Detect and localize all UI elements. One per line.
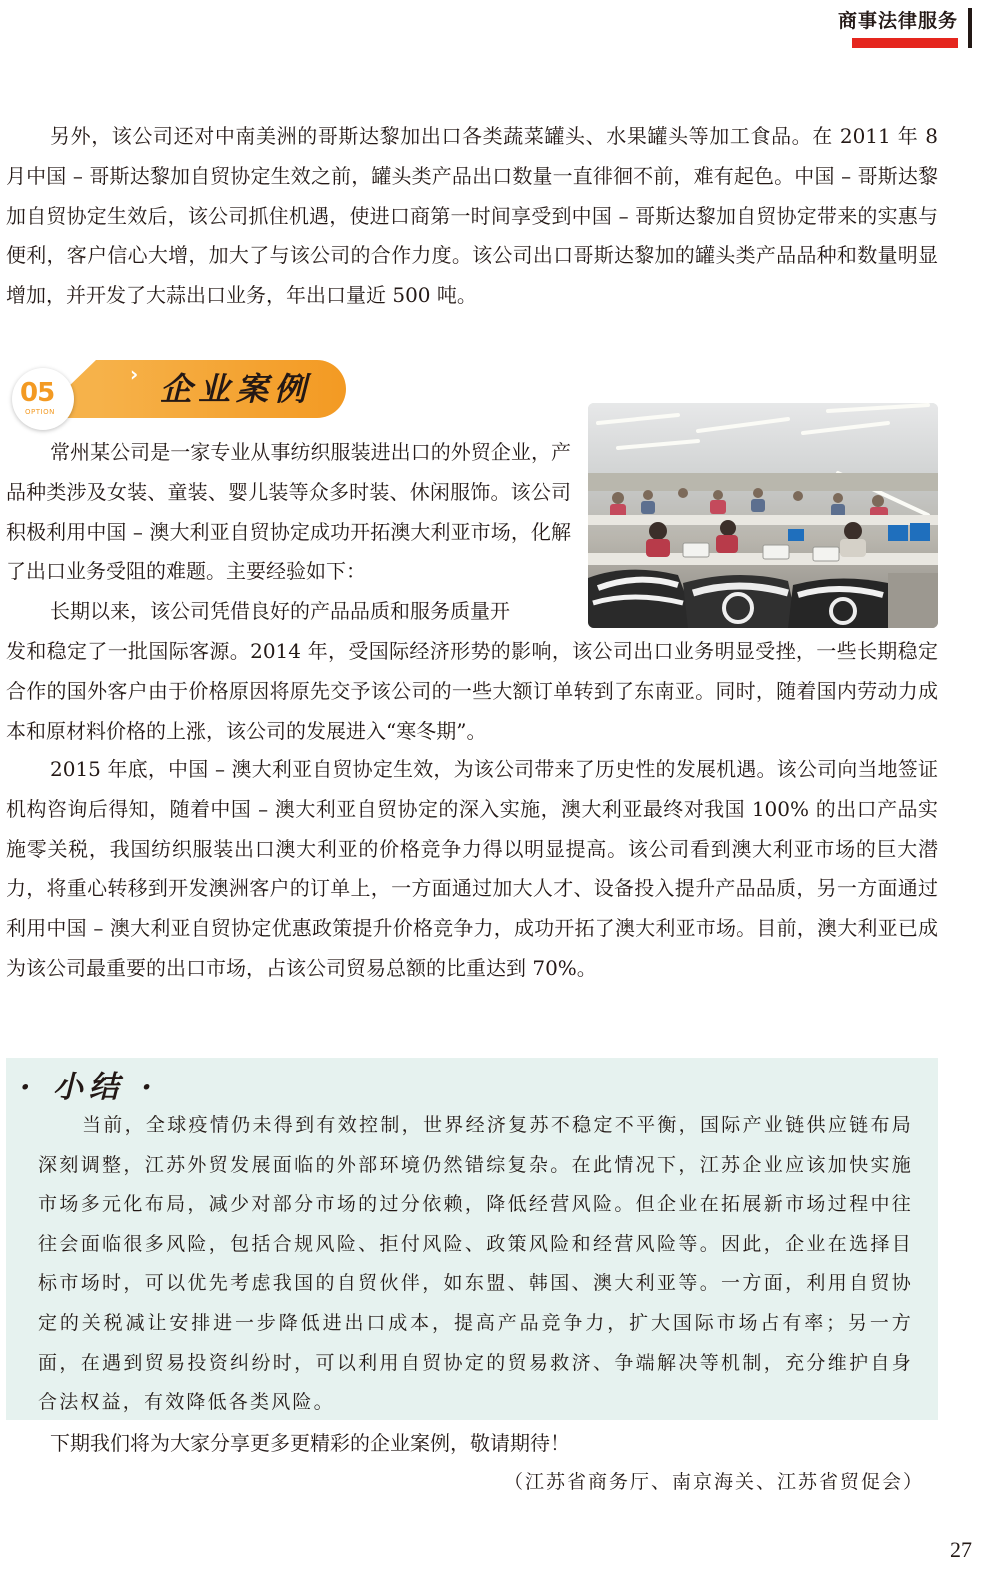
header-accent-bar [852, 38, 958, 48]
factory-photo [588, 403, 938, 628]
summary-box [6, 1058, 938, 1420]
case-paragraph-3: 2015 年底，中国 – 澳大利亚自贸协定生效，为该公司带来了历史性的发展机遇。该公司向当地签证机构咨询后得知，随着中国 – 澳大利亚自贸协定的深入实施，澳大利亚最终对我国 100% 的出口产品实施零关税，我国纺织服装出口澳大利亚的价格竞争力得以明显提高。该公司看到澳大利亚市场的巨大潜力，将重心转移到开发澳洲客户的订单上，一方面通过加大人才、设备投入提升产品品质，另一方面通过利用中国 – 澳大利亚自贸协定优惠政策提升价格竞争力，成功开拓了澳大利亚市场。目前，澳大利亚已成为该公司最重要的出口市场，占该公司贸易总额的比重达到 70%。 [6, 757, 938, 980]
case-paragraph-2: 发和稳定了一批国际客源。2014 年，受国际经济形势的影响，该公司出口业务明显受挫，一些长期稳定合作的国外客户由于价格原因将原先交予该公司的一些大额订单转到了东南亚。同时，随着国内劳动力成本和原材料价格的上涨，该公司的发展进入“寒冬期”。 [6, 639, 938, 743]
closing-note: 下期我们将为大家分享更多更精彩的企业案例，敬请期待！ [50, 1431, 570, 1455]
summary-text [38, 1106, 913, 1423]
case-title: 企业案例 [160, 370, 313, 408]
source-attribution: （江苏省商务厅、南京海关、江苏省贸促会） [503, 1471, 924, 1493]
case-paragraph-2-start: 长期以来，该公司凭借良好的产品品质和服务质量开 [50, 599, 510, 623]
section-title: 商事法律服务 [837, 10, 958, 32]
page-header [838, 8, 972, 48]
intro-paragraph: 另外，该公司还对中南美洲的哥斯达黎加出口各类蔬菜罐头、水果罐头等加工食品。在 2011 年 8 月中国 – 哥斯达黎加自贸协定生效之前，罐头类产品出口数量一直徘徊不前，难有起色。中国 – 哥斯达黎加自贸协定生效后，该公司抓住机遇，使进口商第一时间享受到中国 – 哥斯达黎加自贸协定带来的实惠与便利，客户信心大增，加大了与该公司的合作力度。该公司出口哥斯达黎加的罐头类产品品种和数量明显增加，并开发了大蒜出口业务，年出口量近 500 吨。 [6, 124, 938, 308]
summary-title: · 小结 · [20, 1070, 158, 1105]
summary-body: 当前，全球疫情仍未得到有效控制，世界经济复苏不稳定不平衡，国际产业链供应链布局深刻调整，江苏外贸发展面临的外部环境仍然错综复杂。在此情况下，江苏企业应该加快实施市场多元化布局，减少对部分市场的过分依赖，降低经营风险。但企业在拓展新市场过程中往往会面临很多风险，包括合规风险、拒付风险、政策风险和经营风险等。因此，企业在选择目标市场时，可以优先考虑我国的自贸伙伴，如东盟、韩国、澳大利亚等。一方面，利用自贸协定的关税减让安排进一步降低进出口成本，提高产品竞争力，扩大国际市场占有率；另一方面，在遇到贸易投资纠纷时，可以利用自贸协定的贸易救济、争端解决等机制，充分维护自身合法权益，有效降低各类风险。 [38, 1114, 913, 1414]
case-banner [10, 358, 340, 428]
page-number: 27 [950, 1537, 972, 1562]
header-divider [968, 8, 972, 48]
case-option-label: OPTION [25, 408, 55, 416]
chevron-right-icon: › [130, 362, 139, 386]
garment-factory-illustration [588, 403, 938, 628]
case-number: 05 [20, 378, 55, 408]
case-paragraph-1: 常州某公司是一家专业从事纺织服装进出口的外贸企业，产品种类涉及女装、童装、婴儿装等众多时装、休闲服饰。该公司积极利用中国 – 澳大利亚自贸协定成功开拓澳大利亚市场，化解了出口业务受阻的难题。主要经验如下： [6, 440, 571, 584]
